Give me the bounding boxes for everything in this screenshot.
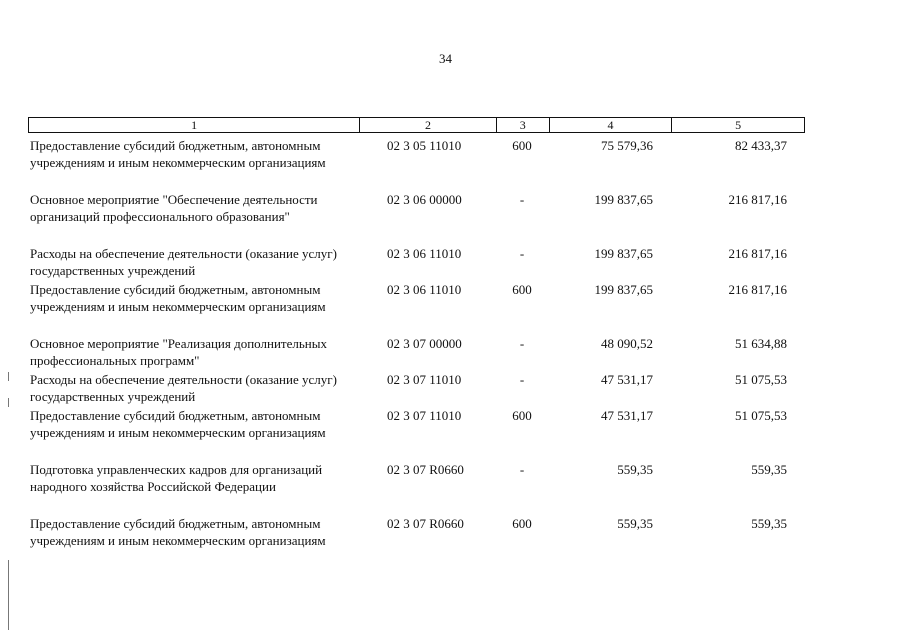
row-name: Расходы на обеспечение деятельности (оказание услуг) государственных учреждений <box>30 372 337 404</box>
row-value-col5: 216 817,16 <box>728 192 787 207</box>
row-value-col5: 216 817,16 <box>728 246 787 261</box>
row-name: Предоставление субсидий бюджетным, автономным учреждениям и иным некоммерческим организациям <box>30 516 326 548</box>
row-value-col4: 559,35 <box>617 516 653 531</box>
column-header-5: 5 <box>735 118 742 132</box>
row-expense-type: - <box>519 192 525 207</box>
row-code: 02 3 07 11010 <box>387 372 462 387</box>
column-header-2: 2 <box>360 118 497 132</box>
row-value-col5: 559,35 <box>751 516 787 531</box>
row-value-col4: 47 531,17 <box>601 372 653 387</box>
page-number: 34 <box>439 51 452 66</box>
row-code: 02 3 07 R0660 <box>387 462 464 477</box>
row-value-col5: 51 634,88 <box>735 336 787 351</box>
row-value-col5: 51 075,53 <box>735 372 787 387</box>
row-name: Основное мероприятие "Реализация дополнительных профессиональных программ" <box>30 336 327 368</box>
row-expense-type: - <box>519 462 525 477</box>
row-expense-type: - <box>519 336 525 351</box>
row-value-col4: 559,35 <box>617 462 653 477</box>
row-value-col5: 51 075,53 <box>735 408 787 423</box>
row-code: 02 3 07 R0660 <box>387 516 464 531</box>
row-code: 02 3 07 00000 <box>387 336 462 351</box>
scan-edge-mark <box>8 372 9 381</box>
row-code: 02 3 06 11010 <box>387 282 462 297</box>
scan-edge-mark <box>8 560 9 630</box>
row-code: 02 3 07 11010 <box>387 408 462 423</box>
scan-edge-mark <box>8 398 9 407</box>
column-header-4: 4 <box>550 118 673 132</box>
row-code: 02 3 05 11010 <box>387 138 462 153</box>
row-value-col4: 47 531,17 <box>601 408 653 423</box>
row-code: 02 3 06 11010 <box>387 246 462 261</box>
row-value-col4: 199 837,65 <box>594 282 653 297</box>
row-value-col4: 199 837,65 <box>594 192 653 207</box>
row-value-col5: 559,35 <box>751 462 787 477</box>
row-name: Предоставление субсидий бюджетным, автономным учреждениям и иным некоммерческим организациям <box>30 138 326 170</box>
row-value-col4: 48 090,52 <box>601 336 653 351</box>
row-value-col4: 199 837,65 <box>594 246 653 261</box>
row-name: Предоставление субсидий бюджетным, автономным учреждениям и иным некоммерческим организациям <box>30 408 326 440</box>
table-header <box>28 117 805 133</box>
row-value-col5: 82 433,37 <box>735 138 787 153</box>
column-header-1: 1 <box>29 118 360 132</box>
row-code: 02 3 06 00000 <box>387 192 462 207</box>
row-expense-type: 600 <box>512 282 532 297</box>
row-expense-type: 600 <box>512 408 532 423</box>
row-name: Расходы на обеспечение деятельности (оказание услуг) государственных учреждений <box>30 246 337 278</box>
row-name: Основное мероприятие "Обеспечение деятельности организаций профессионального образования" <box>30 192 318 224</box>
row-value-col5: 216 817,16 <box>728 282 787 297</box>
row-expense-type: 600 <box>512 138 532 153</box>
row-value-col4: 75 579,36 <box>601 138 653 153</box>
row-expense-type: 600 <box>512 516 532 531</box>
row-name: Подготовка управленческих кадров для организаций народного хозяйства Российской Федерации <box>30 462 323 494</box>
row-name: Предоставление субсидий бюджетным, автономным учреждениям и иным некоммерческим организациям <box>30 282 326 314</box>
column-header-3: 3 <box>497 118 550 132</box>
row-expense-type: - <box>519 246 525 261</box>
row-expense-type: - <box>519 372 525 387</box>
